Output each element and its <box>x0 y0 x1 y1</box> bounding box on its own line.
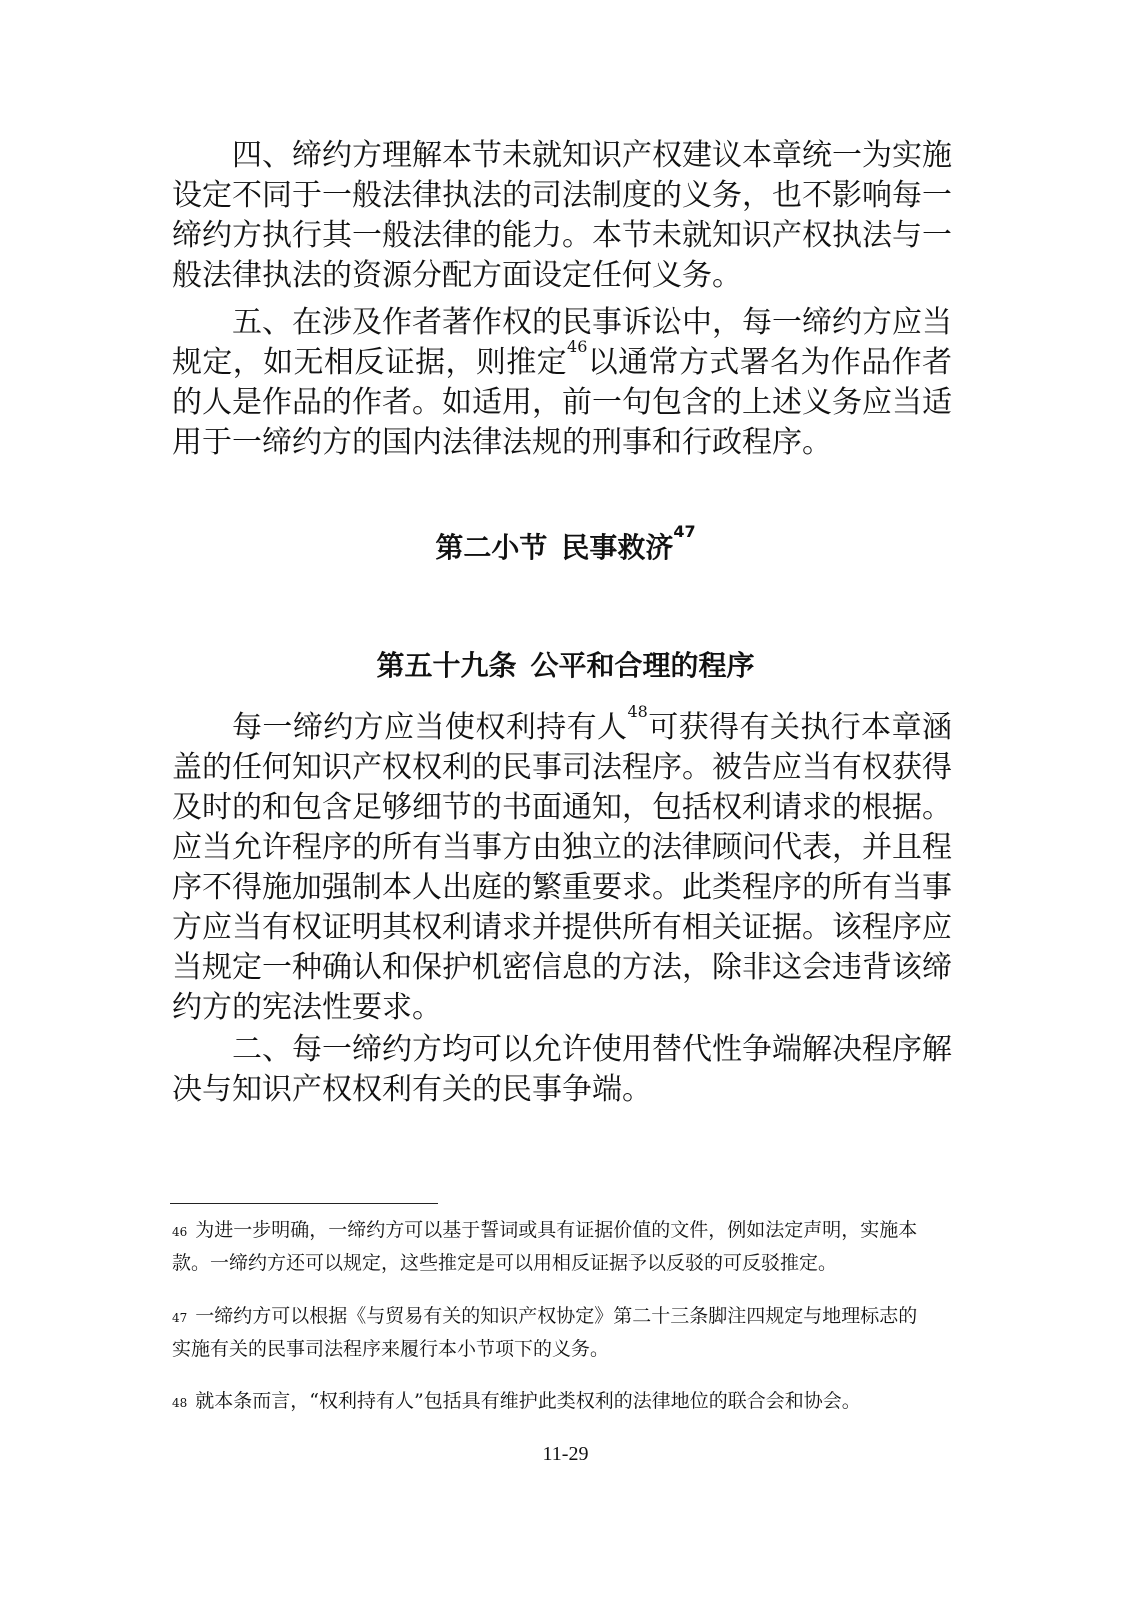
text-line: 方应当有权证明其权利请求并提供所有相关证据。该程序应 <box>172 910 952 945</box>
text-line: 应当允许程序的所有当事方由独立的法律顾问代表，并且程 <box>172 830 952 865</box>
article-paragraph-2 <box>172 1030 952 1110</box>
article-paragraph-1 <box>172 702 953 1028</box>
section-heading <box>0 522 1131 568</box>
text-line <box>172 337 953 383</box>
text-line: 般法律执法的资源分配方面设定任何义务。 <box>172 258 742 293</box>
paragraph-4 <box>172 136 952 296</box>
text-line: 盖的任何知识产权权利的民事司法程序。被告应当有权获得 <box>172 750 952 785</box>
footnote-text: 为进一步明确，一缔约方可以基于誓词或具有证据价值的文件，例如法定声明，实施本 <box>195 1219 918 1241</box>
section-heading-title: 民事救济 <box>561 531 674 564</box>
footnote-text: 实施有关的民事司法程序来履行本小节项下的义务。 <box>172 1338 610 1360</box>
text-line: 当规定一种确认和保护机密信息的方法，除非这会违背该缔 <box>172 950 952 985</box>
footnote-46 <box>172 1214 952 1280</box>
text-line: 五、在涉及作者著作权的民事诉讼中，每一缔约方应当 <box>232 305 952 340</box>
text-line: 决与知识产权权利有关的民事争端。 <box>172 1072 652 1107</box>
text-line: 约方的宪法性要求。 <box>172 990 442 1025</box>
section-heading-number: 第二小节 <box>435 531 548 564</box>
page-number: 11-29 <box>542 1443 589 1465</box>
article-heading <box>0 646 1131 686</box>
text-line: 二、每一缔约方均可以允许使用替代性争端解决程序解 <box>232 1032 952 1067</box>
text-segment: 可获得有关执行本章涵 <box>647 710 953 745</box>
text-segment: 以通常方式署名为作品作者 <box>587 345 953 380</box>
footnote-text: 款。一缔约方还可以规定，这些推定是可以用相反证据予以反驳的可反驳推定。 <box>172 1252 838 1274</box>
footnote-ref-46[interactable]: 46 <box>567 337 588 356</box>
text-segment: 每一缔约方应当使权利持有人 <box>232 710 628 745</box>
footnote-ref-48[interactable]: 48 <box>627 702 648 721</box>
footnote-number: 46 <box>172 1225 188 1239</box>
text-line: 四、缔约方理解本节未就知识产权建议本章统一为实施 <box>232 138 952 173</box>
footnote-48 <box>172 1385 952 1418</box>
paragraph-5 <box>172 303 952 463</box>
text-line: 缔约方执行其一般法律的能力。本节未就知识产权执法与一 <box>172 218 952 253</box>
article-heading-number: 第五十九条 <box>376 649 517 682</box>
footnote-text: 一缔约方可以根据《与贸易有关的知识产权协定》第二十三条脚注四规定与地理标志的 <box>195 1305 918 1327</box>
footnote-47 <box>172 1300 952 1366</box>
article-heading-title: 公平和合理的程序 <box>530 649 755 682</box>
text-segment: 规定，如无相反证据，则推定 <box>172 345 568 380</box>
footnote-number: 48 <box>172 1396 188 1410</box>
text-line <box>172 702 953 748</box>
text-line: 设定不同于一般法律执法的司法制度的义务，也不影响每一 <box>172 178 952 213</box>
footnote-ref-47[interactable]: 47 <box>673 522 696 541</box>
footnote-text: 就本条而言，“权利持有人”包括具有维护此类权利的法律地位的联合会和协会。 <box>195 1390 861 1412</box>
text-line: 及时的和包含足够细节的书面通知，包括权利请求的根据。 <box>172 790 952 825</box>
text-line: 的人是作品的作者。如适用，前一句包含的上述义务应当适 <box>172 385 952 420</box>
text-line: 用于一缔约方的国内法律法规的刑事和行政程序。 <box>172 425 832 460</box>
footnote-separator <box>170 1203 438 1204</box>
text-line: 序不得施加强制本人出庭的繁重要求。此类程序的所有当事 <box>172 870 952 905</box>
footnote-number: 47 <box>172 1311 188 1325</box>
